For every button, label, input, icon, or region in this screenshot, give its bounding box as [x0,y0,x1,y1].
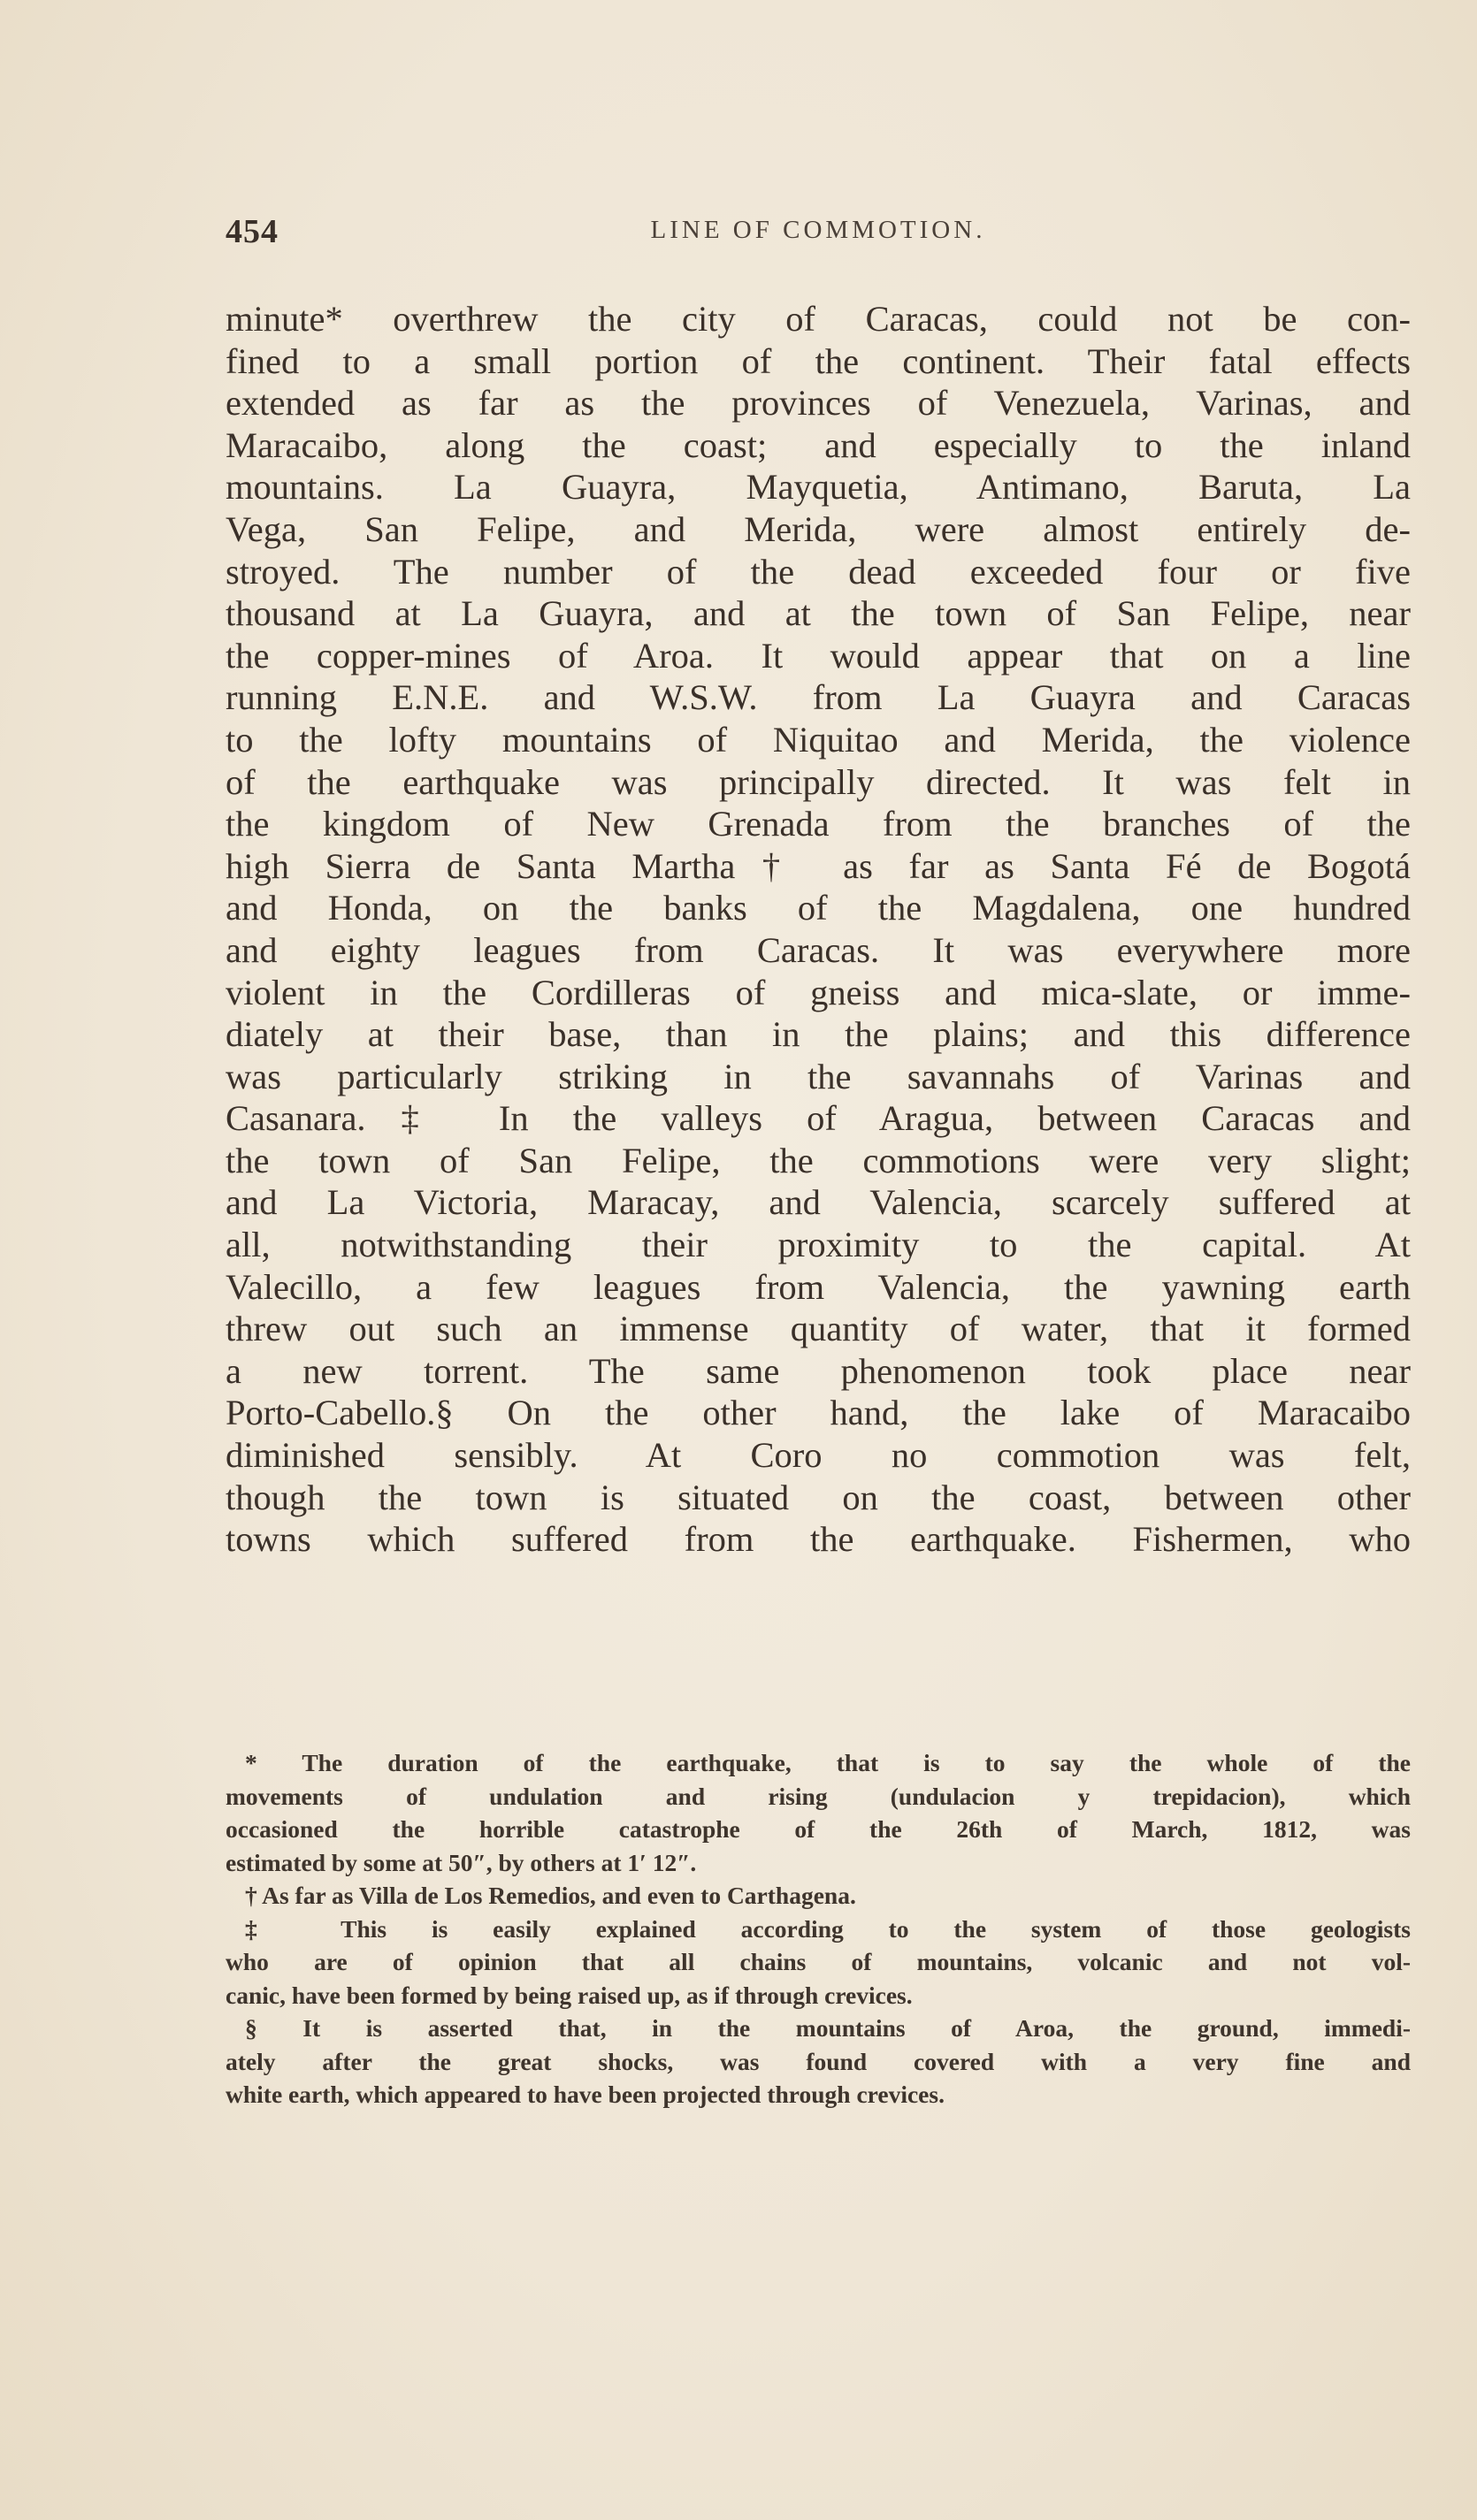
body-line: to the lofty mountains of Niquitao and Merida, the violence [226,719,1411,760]
footnote-line: occasioned the horrible catastrophe of the 26th of March, 1812, was [226,1815,1411,1843]
footnote-line: white earth, which appeared to have been projected through crevices. [226,2081,945,2108]
footnote-line: ately after the great shocks, was found covered with a very fine and [226,2047,1411,2075]
page-number: 454 [226,213,279,250]
footnote-line: movements of undulation and rising (undulacion y trepidacion), which [226,1782,1411,1810]
body-line: extended as far as the provinces of Venezuela, Varinas, and [226,383,1411,424]
footnote-line: estimated by some at 50″, by others at 1′ 12″. [226,1848,697,1876]
body-line: and Honda, on the banks of the Magdalena, one hundred [226,888,1411,928]
body-line: though the town is situated on the coast, between other [226,1477,1411,1517]
body-line: fined to a small portion of the continent. Their fatal effects [226,340,1411,381]
body-text [226,298,1411,1561]
body-line: high Sierra de Santa Martha† as far as Santa Fé de Bogotá [226,845,1411,886]
body-line: diminished sensibly. At Coro no commotion was felt, [226,1435,1411,1476]
body-line: was particularly striking in the savannahs of Varinas and [226,1056,1411,1096]
footnote-line: * The duration of the earthquake, that is to say the whole of the [245,1749,1411,1776]
body-line: the town of San Felipe, the commotions were very slight; [226,1140,1411,1180]
footnote-line: canic, have been formed by being raised up, as if through crevices. [226,1981,913,2009]
body-line: running E.N.E. and W.S.W. from La Guayra and Caracas [226,677,1411,718]
body-line: the kingdom of New Grenada from the branches of the [226,804,1411,844]
body-line: and eighty leagues from Caracas. It was everywhere more [226,929,1411,970]
body-line: violent in the Cordilleras of gneiss and mica-slate, or imme- [226,972,1411,1012]
footnote-line: ‡ This is easily explained according to the system of those geologists [245,1914,1411,1943]
body-line: thousand at La Guayra, and at the town of San Felipe, near [226,593,1411,634]
body-line: Valecillo, a few leagues from Valencia, the yawning earth [226,1266,1411,1307]
body-line: mountains. La Guayra, Mayquetia, Antimano, Baruta, La [226,467,1411,508]
page-header [226,212,1411,256]
body-line: stroyed. The number of the dead exceeded four or five [226,551,1411,592]
body-line: all, notwithstanding their proximity to the capital. At [226,1225,1411,1265]
body-line: Maracaibo, along the coast; and especially to the inland [226,424,1411,465]
body-line: a new torrent. The same phenomenon took place near [226,1350,1411,1391]
footnote-line: § It is asserted that, in the mountains of Aroa, the ground, immedi- [245,2014,1411,2042]
body-line: Casanara.‡ In the valleys of Aragua, between Caracas and [226,1098,1411,1139]
footnote-line: † As far as Villa de Los Remedios, and even to Carthagena. [245,1882,856,1909]
body-line: minute* overthrew the city of Caracas, could not be con- [226,299,1411,339]
body-line: and La Victoria, Maracay, and Valencia, scarcely suffered at [226,1182,1411,1223]
body-line: Vega, San Felipe, and Merida, were almost entirely de- [226,508,1411,549]
footnote-line: who are of opinion that all chains of mountains, volcanic and not vol- [226,1948,1411,1975]
body-line: of the earthquake was principally directed. It was felt in [226,761,1411,802]
body-line: the copper-mines of Aroa. It would appear that on a line [226,635,1411,676]
body-line: threw out such an immense quantity of water, that it formed [226,1309,1411,1349]
running-title: LINE OF COMMOTION. [650,216,986,244]
footnotes [226,1746,1411,2111]
body-line: towns which suffered from the earthquake. Fishermen, who [226,1519,1411,1560]
body-line: diately at their base, than in the plains; and this difference [226,1014,1411,1055]
body-line: Porto-Cabello.§ On the other hand, the lake of Maracaibo [226,1393,1411,1433]
